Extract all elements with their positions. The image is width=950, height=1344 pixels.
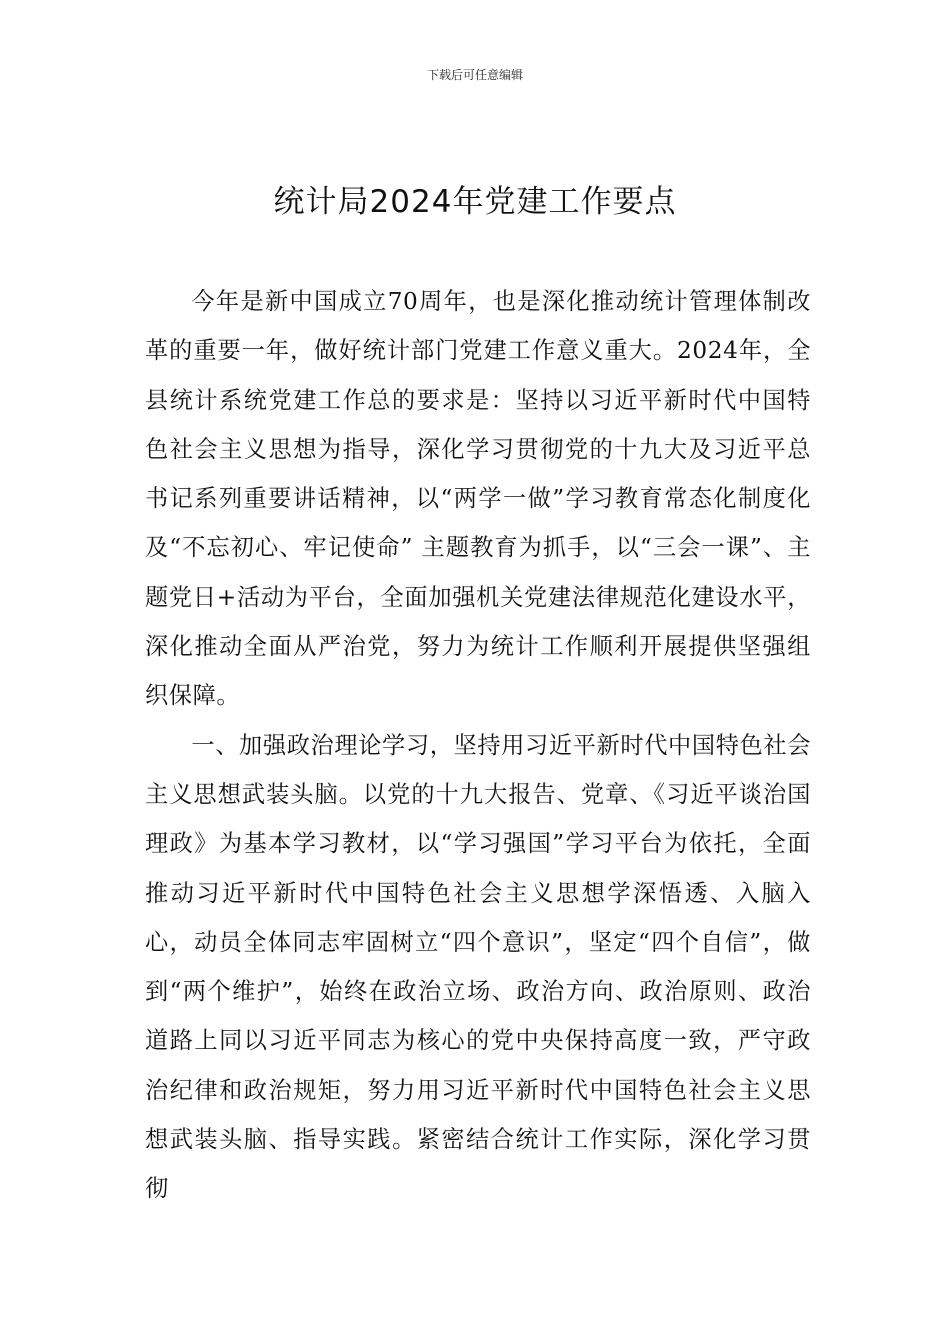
header-note: 下载后可任意编辑: [426, 68, 523, 82]
document-title: 统计局2024年党建工作要点: [273, 184, 677, 220]
document-body: [145, 277, 811, 1214]
paragraph-intro: 今年是新中国成立70周年，也是深化推动统计管理体制改革的重要一年，做好统计部门党建工作意义重大。2024年，全县统计系统党建工作总的要求是：坚持以习近平新时代中国特色社会主义思想为指导，深化学习贯彻党的十九大及习近平总书记系列重要讲话精神，以“两学一做”学习教育常态化制度化及“不忘初心、牢记使命” 主题教育为抓手，以“三会一课”、主题党日+活动为平台，全面加强机关党建法律规范化建设水平，深化推动全面从严治党，努力为统计工作顺利开展提供坚强组织保障。: [145, 288, 811, 710]
paragraph-section-1: 一、加强政治理论学习，坚持用习近平新时代中国特色社会主义思想武装头脑。以党的十九大报告、党章、《习近平谈治国理政》为基本学习教材，以“学习强国”学习平台为依托，全面推动习近平新时代中国特色社会主义思想学深悟透、入脑入心，动员全体同志牢固树立“四个意识”，坚定“四个自信”，做到“两个维护”，始终在政治立场、政治方向、政治原则、政治道路上同以习近平同志为核心的党中央保持高度一致，严守政治纪律和政治规矩，努力用习近平新时代中国特色社会主义思想武装头脑、指导实践。紧密结合统计工作实际，深化学习贯彻: [145, 731, 811, 1203]
